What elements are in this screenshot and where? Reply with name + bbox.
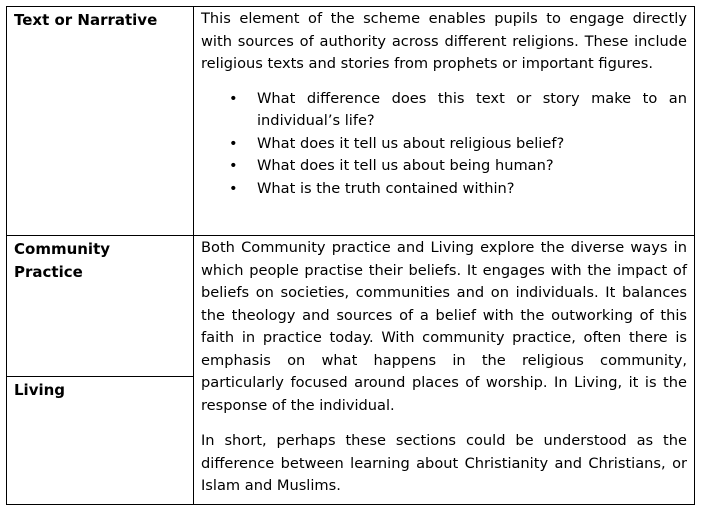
list-item: • What does it tell us about being human? [201,155,687,178]
list-item: • What difference does this text or story make to an individual’s life? [229,89,687,129]
table-row [7,7,695,236]
living-heading-cell [7,377,194,505]
text-narrative-content [194,7,694,200]
shared-paragraph-2: In short, perhaps these sections could be understood as the difference between learning about Christianity and Christians, or Islam and Muslims. [201,432,687,494]
table-row [7,236,695,377]
bullet-icon: • [229,157,238,174]
community-practice-heading: Community Practice [14,240,111,281]
community-practice-heading-cell [7,236,194,377]
text-narrative-heading: Text or Narrative [14,11,158,29]
text-narrative-intro: This element of the scheme enables pupils to engage directly with sources of authority across different religions. These include religious texts and stories from prophets or important figures. [201,10,687,72]
list-item: • What is the truth contained within? [201,178,687,201]
shared-paragraph-1: Both Community practice and Living explore the diverse ways in which people practise their beliefs. It engages with the impact of beliefs on societies, communities and on individuals. It balances the theology and sources of a belief with the outworking of this faith in practice today. With community practice, often there is emphasis on what happens in the religious community, particularly focused around places of worship. In Living, it is the response of the individual. [201,239,687,414]
question-list [201,88,687,201]
bullet-icon: • [229,89,238,107]
shared-content-cell [194,236,695,505]
text-narrative-heading-cell [7,7,194,236]
list-item: • What does it tell us about religious belief? [201,133,687,156]
scheme-elements-table [6,6,695,505]
bullet-icon: • [229,134,238,152]
text-narrative-content-cell [194,7,695,236]
living-heading: Living [14,381,66,399]
shared-content [194,236,694,498]
bullet-icon: • [229,179,238,197]
